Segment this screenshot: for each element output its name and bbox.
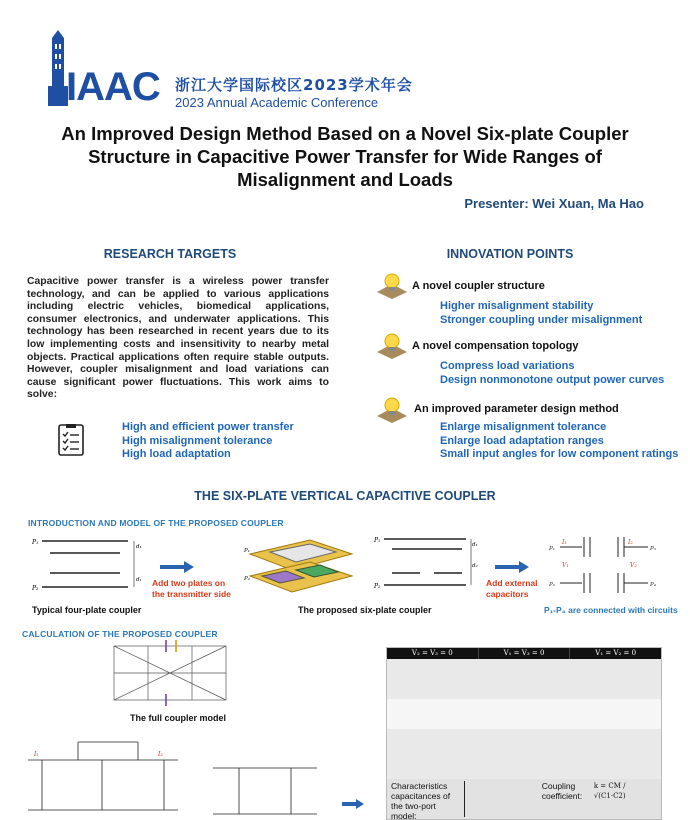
- connected-note: P₁-P₄ are connected with circuits: [544, 605, 678, 615]
- full-coupler-model-diagram: [96, 638, 246, 710]
- characteristics-label: Characteristics capacitances of the two-port model:: [391, 781, 451, 820]
- full-model-caption: The full coupler model: [130, 713, 227, 723]
- svg-text:P₂: P₂: [374, 583, 381, 590]
- coupling-label: Coupling coefficient:: [541, 781, 583, 801]
- arrow-icon: [160, 560, 194, 578]
- innovation-point: Stronger coupling under misalignment: [440, 313, 643, 326]
- svg-text:d₁: d₁: [136, 544, 142, 550]
- research-heading: RESEARCH TARGETS: [103, 247, 237, 261]
- equation-block: [387, 699, 661, 729]
- innovation-points: [440, 421, 678, 462]
- conference-name-en: 2023 Annual Academic Conference: [175, 95, 379, 110]
- six-plate-3d-diagram: [240, 526, 360, 602]
- characteristics-formula: [464, 781, 531, 817]
- logo: [40, 30, 170, 108]
- intro-subheading: INTRODUCTION AND MODEL OF THE PROPOSED COUPLER: [28, 518, 284, 528]
- lightbulb-icon: [375, 394, 409, 424]
- arrow-icon: [495, 560, 529, 578]
- innovation-point: Compress load variations: [440, 360, 575, 372]
- target-list: [122, 421, 294, 462]
- svg-text:P₂: P₂: [32, 585, 39, 592]
- equation-block: [387, 729, 661, 779]
- svg-text:I₁: I₁: [562, 539, 567, 546]
- checklist-icon: [58, 424, 84, 456]
- target-item: High load adaptation: [122, 448, 231, 460]
- svg-text:P₁: P₁: [374, 537, 381, 544]
- svg-text:P₁: P₁: [549, 546, 555, 552]
- six-plate-side-diagram: [372, 533, 482, 598]
- innovation-title: A novel coupler structure: [412, 280, 545, 292]
- svg-text:P₂: P₂: [549, 582, 555, 588]
- six-plate-caption: The proposed six-plate coupler: [298, 605, 432, 615]
- presenter: Presenter: Wei Xuan, Ma Hao: [464, 196, 644, 211]
- lightbulb-icon: [375, 270, 409, 300]
- target-item: High and efficient power transfer: [122, 421, 294, 433]
- innovation-point: Higher misalignment stability: [440, 300, 594, 312]
- title-line: Structure in Capacitive Power Transfer for Wide Ranges of: [88, 146, 602, 167]
- innovation-title: A novel compensation topology: [412, 340, 579, 352]
- arrow-icon: [342, 796, 364, 814]
- innovation-heading: INNOVATION POINTS: [446, 247, 574, 261]
- svg-text:P₂: P₂: [244, 576, 250, 582]
- svg-text:P₁: P₁: [244, 548, 250, 554]
- innovation-point: Design nonmonotone output power curves: [440, 373, 665, 386]
- coupling-formula: k = CM / √(C1·C2): [593, 782, 626, 800]
- innovation-point: Enlarge misalignment tolerance: [440, 421, 607, 433]
- innovation-title: An improved parameter design method: [414, 403, 619, 415]
- innovation-points: [440, 300, 642, 327]
- eq-column-head: V₂ = V₃ = 0: [387, 648, 479, 659]
- eq-column-head: V₁ = V₃ = 0: [479, 648, 571, 659]
- four-plate-diagram: [30, 533, 150, 598]
- svg-text:P₃: P₃: [650, 546, 656, 552]
- equivalent-circuit-left: [18, 728, 188, 818]
- svg-text:V₂: V₂: [630, 562, 637, 569]
- equation-block: [387, 659, 661, 699]
- innovation-points: [440, 360, 664, 387]
- equation-table: [386, 647, 662, 820]
- svg-text:P₁: P₁: [32, 539, 39, 546]
- four-plate-caption: Typical four-plate coupler: [32, 605, 142, 615]
- innovation-point: Enlarge load adaptation ranges: [440, 434, 604, 447]
- add-capacitors-note: Add external capacitors: [486, 578, 538, 599]
- title-line: Misalignment and Loads: [237, 169, 453, 190]
- external-capacitor-circuit: [548, 533, 678, 601]
- svg-text:V₁: V₁: [562, 562, 569, 569]
- innovation-point: Small input angles for low component ratings: [440, 448, 679, 460]
- calc-subheading: CALCULATION OF THE PROPOSED COUPLER: [22, 629, 218, 639]
- logo-text: IAAC: [66, 65, 160, 109]
- svg-text:P₄: P₄: [650, 582, 656, 588]
- svg-text:d₁: d₁: [472, 542, 478, 548]
- conference-name-cn: 浙江大学国际校区2023学术年会: [175, 76, 413, 94]
- research-paragraph: Capacitive power transfer is a wireless power transfer technology, and can be applied to various applications including electric vehicles, biomedical applications, consumer electronics, and underwater applications. This technology has been researched in recent years due to its low implementing costs and insensitivity to nearby metal objects. Practical applications often require stable outputs. However, coupler misalignment and load variations can cause significant power fluctuations. This work aims to solve:: [27, 276, 329, 401]
- eq-column-head: V₁ = V₂ = 0: [570, 648, 661, 659]
- svg-text:I₂: I₂: [158, 751, 163, 758]
- coupler-heading: THE SIX-PLATE VERTICAL CAPACITIVE COUPLER: [194, 489, 496, 503]
- lightbulb-icon: [375, 330, 409, 360]
- svg-text:d₂: d₂: [472, 563, 478, 569]
- svg-text:I₂: I₂: [628, 539, 633, 546]
- target-item: High misalignment tolerance: [122, 434, 273, 447]
- poster-title: [20, 122, 670, 191]
- title-line: An Improved Design Method Based on a Novel Six-plate Coupler: [61, 123, 629, 144]
- svg-text:I₁: I₁: [34, 751, 39, 758]
- equivalent-circuit-right: [205, 758, 325, 820]
- add-plates-note: Add two plates on the transmitter side: [152, 578, 231, 599]
- svg-text:d₁: d₁: [136, 577, 142, 583]
